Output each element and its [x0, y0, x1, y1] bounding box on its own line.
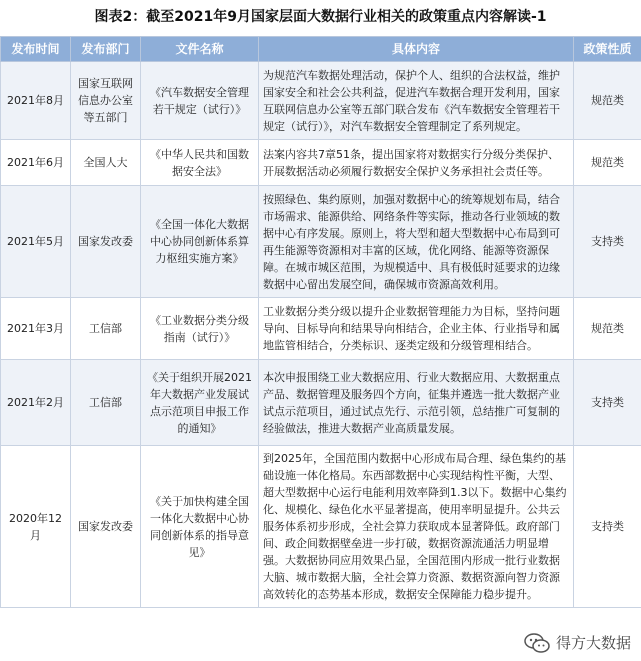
cell-department: 全国人大 [71, 140, 141, 186]
cell-content: 本次申报围绕工业大数据应用、行业大数据应用、大数据重点产品、数据管理及服务四个方向，征集并遴选一批大数据产业试点示范项目，通过试点先行、示范引领，总结推广可复制的经验做法，推进大数据产业高质量发展。 [259, 360, 574, 446]
table-row [1, 62, 641, 140]
cell-department: 国家发改委 [71, 186, 141, 298]
cell-content: 法案内容共7章51条，提出国家将对数据实行分级分类保护、开展数据活动必须履行数据安全保护义务承担社会责任等。 [259, 140, 574, 186]
cell-nature: 支持类 [574, 446, 641, 608]
cell-department: 国家互联网信息办公室等五部门 [71, 62, 141, 140]
policy-table [0, 36, 641, 608]
header-document: 文件名称 [141, 37, 259, 62]
cell-document: 《全国一体化大数据中心协同创新体系算力枢纽实施方案》 [141, 186, 259, 298]
cell-content: 到2025年，全国范围内数据中心形成布局合理、绿色集约的基础设施一体化格局。东西部数据中心实现结构性平衡，大型、超大型数据中心运行电能利用效率降到1.3以下。数据中心集约化、规模化、绿色化水平显著提高，使用率明显提升。公共云服务体系初步形成，全社会算力获取成本显著降低。政府部门间、政企间数据壁垒进一步打破，数据资源流通活力明显增强。大数据协同应用效果凸显，全国范围内形成一批行业数据大脑、城市数据大脑，全社会算力资源、数据资源向智力资源高效转化的态势基本形成，数据安全保障能力稳步提升。 [259, 446, 574, 608]
cell-document: 《关于组织开展2021年大数据产业发展试点示范项目申报工作的通知》 [141, 360, 259, 446]
cell-date: 2021年6月 [1, 140, 71, 186]
table-row [1, 186, 641, 298]
figure-title: 图表2：截至2021年9月国家层面大数据行业相关的政策重点内容解读-1 [94, 9, 547, 25]
table-header-row [1, 37, 641, 62]
cell-department: 工信部 [71, 298, 141, 360]
cell-document: 《关于加快构建全国一体化大数据中心协同创新体系的指导意见》 [141, 446, 259, 608]
cell-department: 工信部 [71, 360, 141, 446]
table-row [1, 140, 641, 186]
cell-document: 《中华人民共和国数据安全法》 [141, 140, 259, 186]
cell-content: 为规范汽车数据处理活动，保护个人、组织的合法权益，维护国家安全和社会公共利益，促进汽车数据合理开发利用，国家互联网信息办公室等五部门联合发布《汽车数据安全管理若干规定（试行）》，对汽车数据安全管理制定了系列规定。 [259, 62, 574, 140]
cell-nature: 支持类 [574, 186, 641, 298]
cell-nature: 规范类 [574, 62, 641, 140]
cell-nature: 规范类 [574, 140, 641, 186]
watermark [524, 632, 631, 653]
cell-department: 国家发改委 [71, 446, 141, 608]
cell-nature: 规范类 [574, 298, 641, 360]
cell-document: 《汽车数据安全管理若干规定（试行）》 [141, 62, 259, 140]
cell-date: 2021年5月 [1, 186, 71, 298]
watermark-text: 得方大数据 [555, 634, 631, 652]
cell-nature: 支持类 [574, 360, 641, 446]
table-row [1, 298, 641, 360]
header-nature: 政策性质 [574, 37, 641, 62]
header-content: 具体内容 [259, 37, 574, 62]
cell-date: 2020年12月 [1, 446, 71, 608]
cell-content: 工业数据分类分级以提升企业数据管理能力为目标，坚持问题导向、目标导向和结果导向相结合，企业主体、行业指导和属地监管相结合，分类标识、逐类定级和分级管理相结合。 [259, 298, 574, 360]
cell-date: 2021年2月 [1, 360, 71, 446]
wechat-icon [524, 633, 550, 653]
header-department: 发布部门 [71, 37, 141, 62]
cell-date: 2021年3月 [1, 298, 71, 360]
header-date: 发布时间 [1, 37, 71, 62]
table-row [1, 446, 641, 608]
cell-date: 2021年8月 [1, 62, 71, 140]
table-row [1, 360, 641, 446]
cell-document: 《工业数据分类分级指南（试行）》 [141, 298, 259, 360]
cell-content: 按照绿色、集约原则，加强对数据中心的统筹规划布局，结合市场需求、能源供给、网络条件等实际，推动各行业领域的数据中心有序发展。原则上，将大型和超大型数据中心布局到可再生能源等资源相对丰富的区域，优化网络、能源等资源保障。在城市城区范围，为规模适中、具有极低时延要求的边缘数据中心留出发展空间，确保城市资源高效利用。 [259, 186, 574, 298]
